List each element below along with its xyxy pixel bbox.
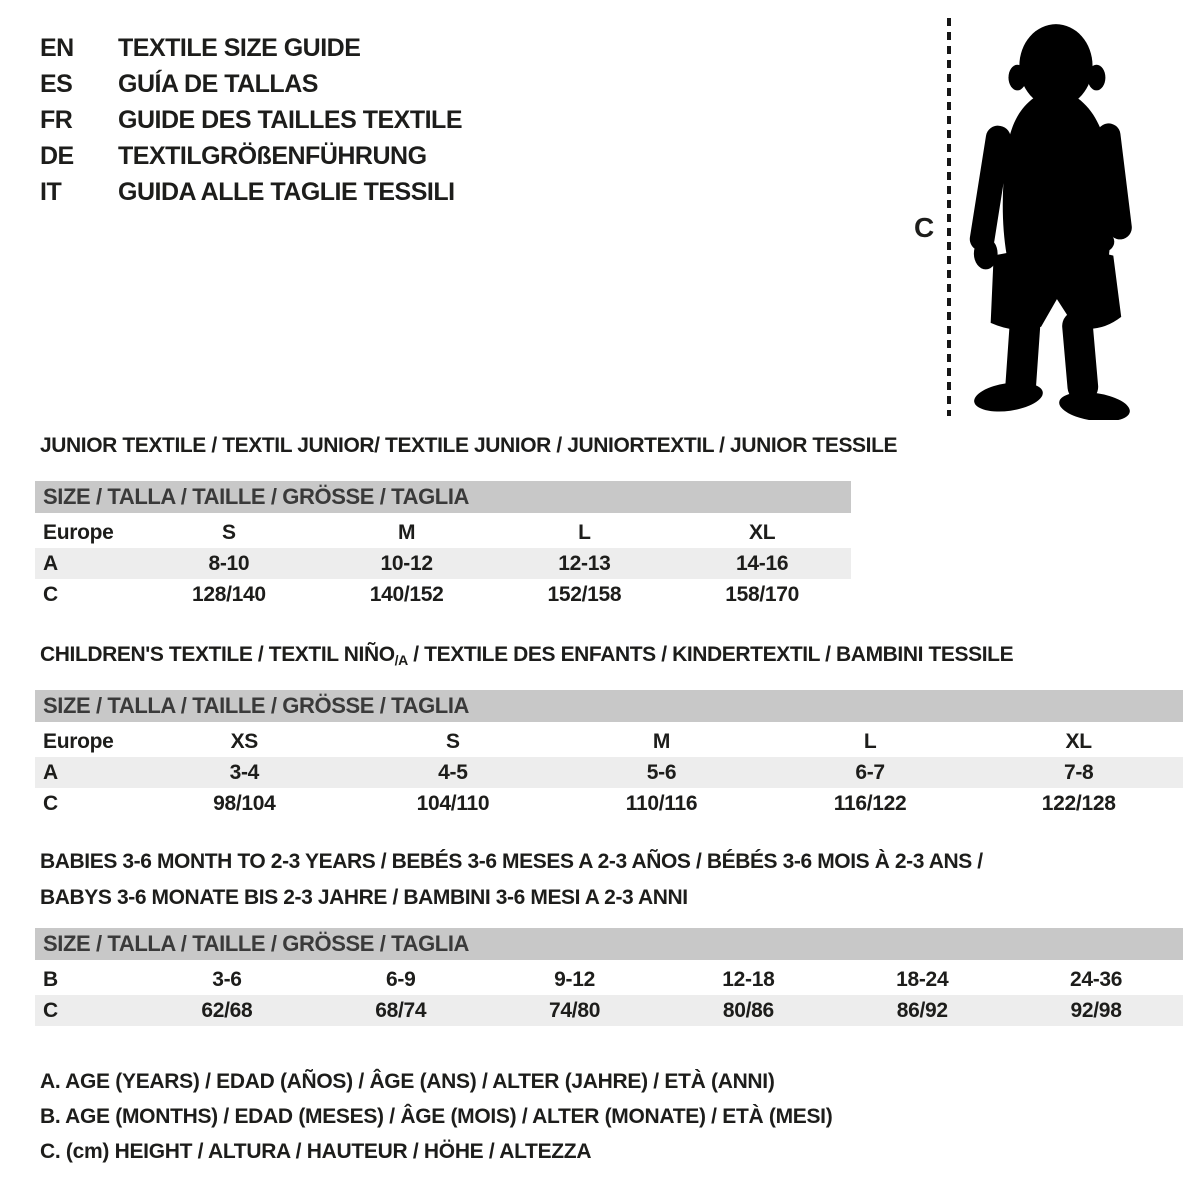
children-size-table xyxy=(35,690,1183,819)
table-cell: 14-16 xyxy=(736,551,789,575)
language-row-es xyxy=(40,66,462,102)
babies-section-title-line1: BABIES 3-6 MONTH TO 2-3 YEARS / BEBÉS 3-6 MESES A 2-3 AÑOS / BÉBÉS 3-6 MOIS À 2-3 ANS / xyxy=(40,850,983,873)
row-label: A xyxy=(43,551,58,575)
guide-title-es: GUÍA DE TALLAS xyxy=(118,69,318,98)
table-cell: 74/80 xyxy=(549,998,601,1022)
table-cell: 68/74 xyxy=(375,998,427,1022)
table-cell: 12-13 xyxy=(558,551,611,575)
junior-size-table xyxy=(35,481,851,610)
guide-title-it: GUIDA ALLE TAGLIE TESSILI xyxy=(118,177,455,206)
language-row-it xyxy=(40,174,462,210)
table-cell: 18-24 xyxy=(896,967,949,991)
table-cell: S xyxy=(222,520,236,544)
row-label: Europe xyxy=(43,520,114,544)
row-label: A xyxy=(43,760,58,784)
note-age-months: B. AGE (MONTHS) / EDAD (MESES) / ÂGE (MOIS) / ALTER (MONATE) / ETÀ (MESI) xyxy=(40,1104,833,1128)
guide-title-de: TEXTILGRÖßENFÜHRUNG xyxy=(118,141,427,170)
table-cell: M xyxy=(652,729,671,753)
legend-notes xyxy=(40,1064,832,1169)
babies-size-header-bar: SIZE / TALLA / TAILLE / GRÖSSE / TAGLIA xyxy=(35,928,1183,960)
language-row-de xyxy=(40,138,462,174)
height-measure-figure xyxy=(900,0,1200,430)
toddler-silhouette-icon xyxy=(962,16,1140,420)
babies-size-table xyxy=(35,928,1183,1026)
table-cell: 7-8 xyxy=(1063,760,1094,784)
guide-title-en: TEXTILE SIZE GUIDE xyxy=(118,33,361,62)
children-title-sub: /A xyxy=(394,652,408,668)
language-title-list xyxy=(40,30,462,210)
table-cell: 128/140 xyxy=(191,582,266,606)
table-cell: 3-6 xyxy=(212,967,242,991)
table-cell: 12-18 xyxy=(722,967,775,991)
children-size-header-bar: SIZE / TALLA / TAILLE / GRÖSSE / TAGLIA xyxy=(35,690,1183,722)
table-cell: 6-9 xyxy=(386,967,416,991)
table-cell: 122/128 xyxy=(1041,791,1116,815)
table-cell: XL xyxy=(749,520,776,544)
table-cell: S xyxy=(446,729,460,753)
table-cell: 158/170 xyxy=(725,582,800,606)
junior-section-title: JUNIOR TEXTILE / TEXTIL JUNIOR/ TEXTILE JUNIOR / JUNIORTEXTIL / JUNIOR TESSILE xyxy=(40,434,898,457)
table-row xyxy=(35,995,1183,1026)
table-cell: 98/104 xyxy=(213,791,276,815)
table-cell: 116/122 xyxy=(833,791,907,815)
table-row xyxy=(35,548,851,579)
table-cell: XL xyxy=(1065,729,1092,753)
language-row-fr xyxy=(40,102,462,138)
guide-title-fr: GUIDE DES TAILLES TEXTILE xyxy=(118,105,463,134)
table-row xyxy=(35,579,851,610)
note-height-cm: C. (cm) HEIGHT / ALTURA / HAUTEUR / HÖHE / ALTEZZA xyxy=(40,1139,592,1163)
table-row xyxy=(35,517,851,548)
language-row-en xyxy=(40,30,462,66)
junior-size-header-bar: SIZE / TALLA / TAILLE / GRÖSSE / TAGLIA xyxy=(35,481,851,513)
table-cell: 62/68 xyxy=(201,998,253,1022)
note-age-years: A. AGE (YEARS) / EDAD (AÑOS) / ÂGE (ANS) / ALTER (JAHRE) / ETÀ (ANNI) xyxy=(40,1069,775,1093)
language-code: IT xyxy=(40,177,62,206)
table-row xyxy=(35,757,1183,788)
children-title-post: / TEXTILE DES ENFANTS / KINDERTEXTIL / BAMBINI TESSILE xyxy=(407,643,1014,666)
height-dashed-line xyxy=(947,18,951,416)
row-label: Europe xyxy=(43,729,114,753)
measure-c-label: C xyxy=(914,212,935,243)
table-cell: 80/86 xyxy=(722,998,774,1022)
table-cell: 3-4 xyxy=(229,760,260,784)
table-row xyxy=(35,788,1183,819)
table-cell: M xyxy=(398,520,416,544)
table-cell: 24-36 xyxy=(1069,967,1123,991)
row-label: C xyxy=(43,998,58,1022)
table-cell: 110/116 xyxy=(625,791,698,815)
children-title-pre: CHILDREN'S TEXTILE / TEXTIL NIÑO xyxy=(40,643,395,666)
table-cell: 8-10 xyxy=(208,551,250,575)
table-row xyxy=(35,726,1183,757)
language-code: EN xyxy=(40,33,74,62)
table-cell: 152/158 xyxy=(547,582,622,606)
children-section-title xyxy=(40,643,1013,668)
babies-section-title-line2: BABYS 3-6 MONATE BIS 2-3 JAHRE / BAMBINI 3-6 MESI A 2-3 ANNI xyxy=(40,886,688,909)
language-code: ES xyxy=(40,69,73,98)
table-cell: L xyxy=(863,729,877,753)
table-cell: 140/152 xyxy=(369,582,444,606)
table-cell: 5-6 xyxy=(646,760,677,784)
language-code: DE xyxy=(40,141,74,170)
language-code: FR xyxy=(40,105,73,134)
table-cell: 92/98 xyxy=(1070,998,1122,1022)
table-cell: 104/110 xyxy=(416,791,490,815)
table-row xyxy=(35,964,1183,995)
table-cell: XS xyxy=(230,729,258,753)
row-label: C xyxy=(43,791,58,815)
table-cell: 4-5 xyxy=(438,760,468,784)
row-label: B xyxy=(43,967,58,991)
row-label: C xyxy=(43,582,58,606)
table-cell: 86/92 xyxy=(896,998,948,1022)
table-cell: 6-7 xyxy=(855,760,885,784)
table-cell: 10-12 xyxy=(380,551,433,575)
table-cell: L xyxy=(578,520,591,544)
table-cell: 9-12 xyxy=(554,967,595,991)
